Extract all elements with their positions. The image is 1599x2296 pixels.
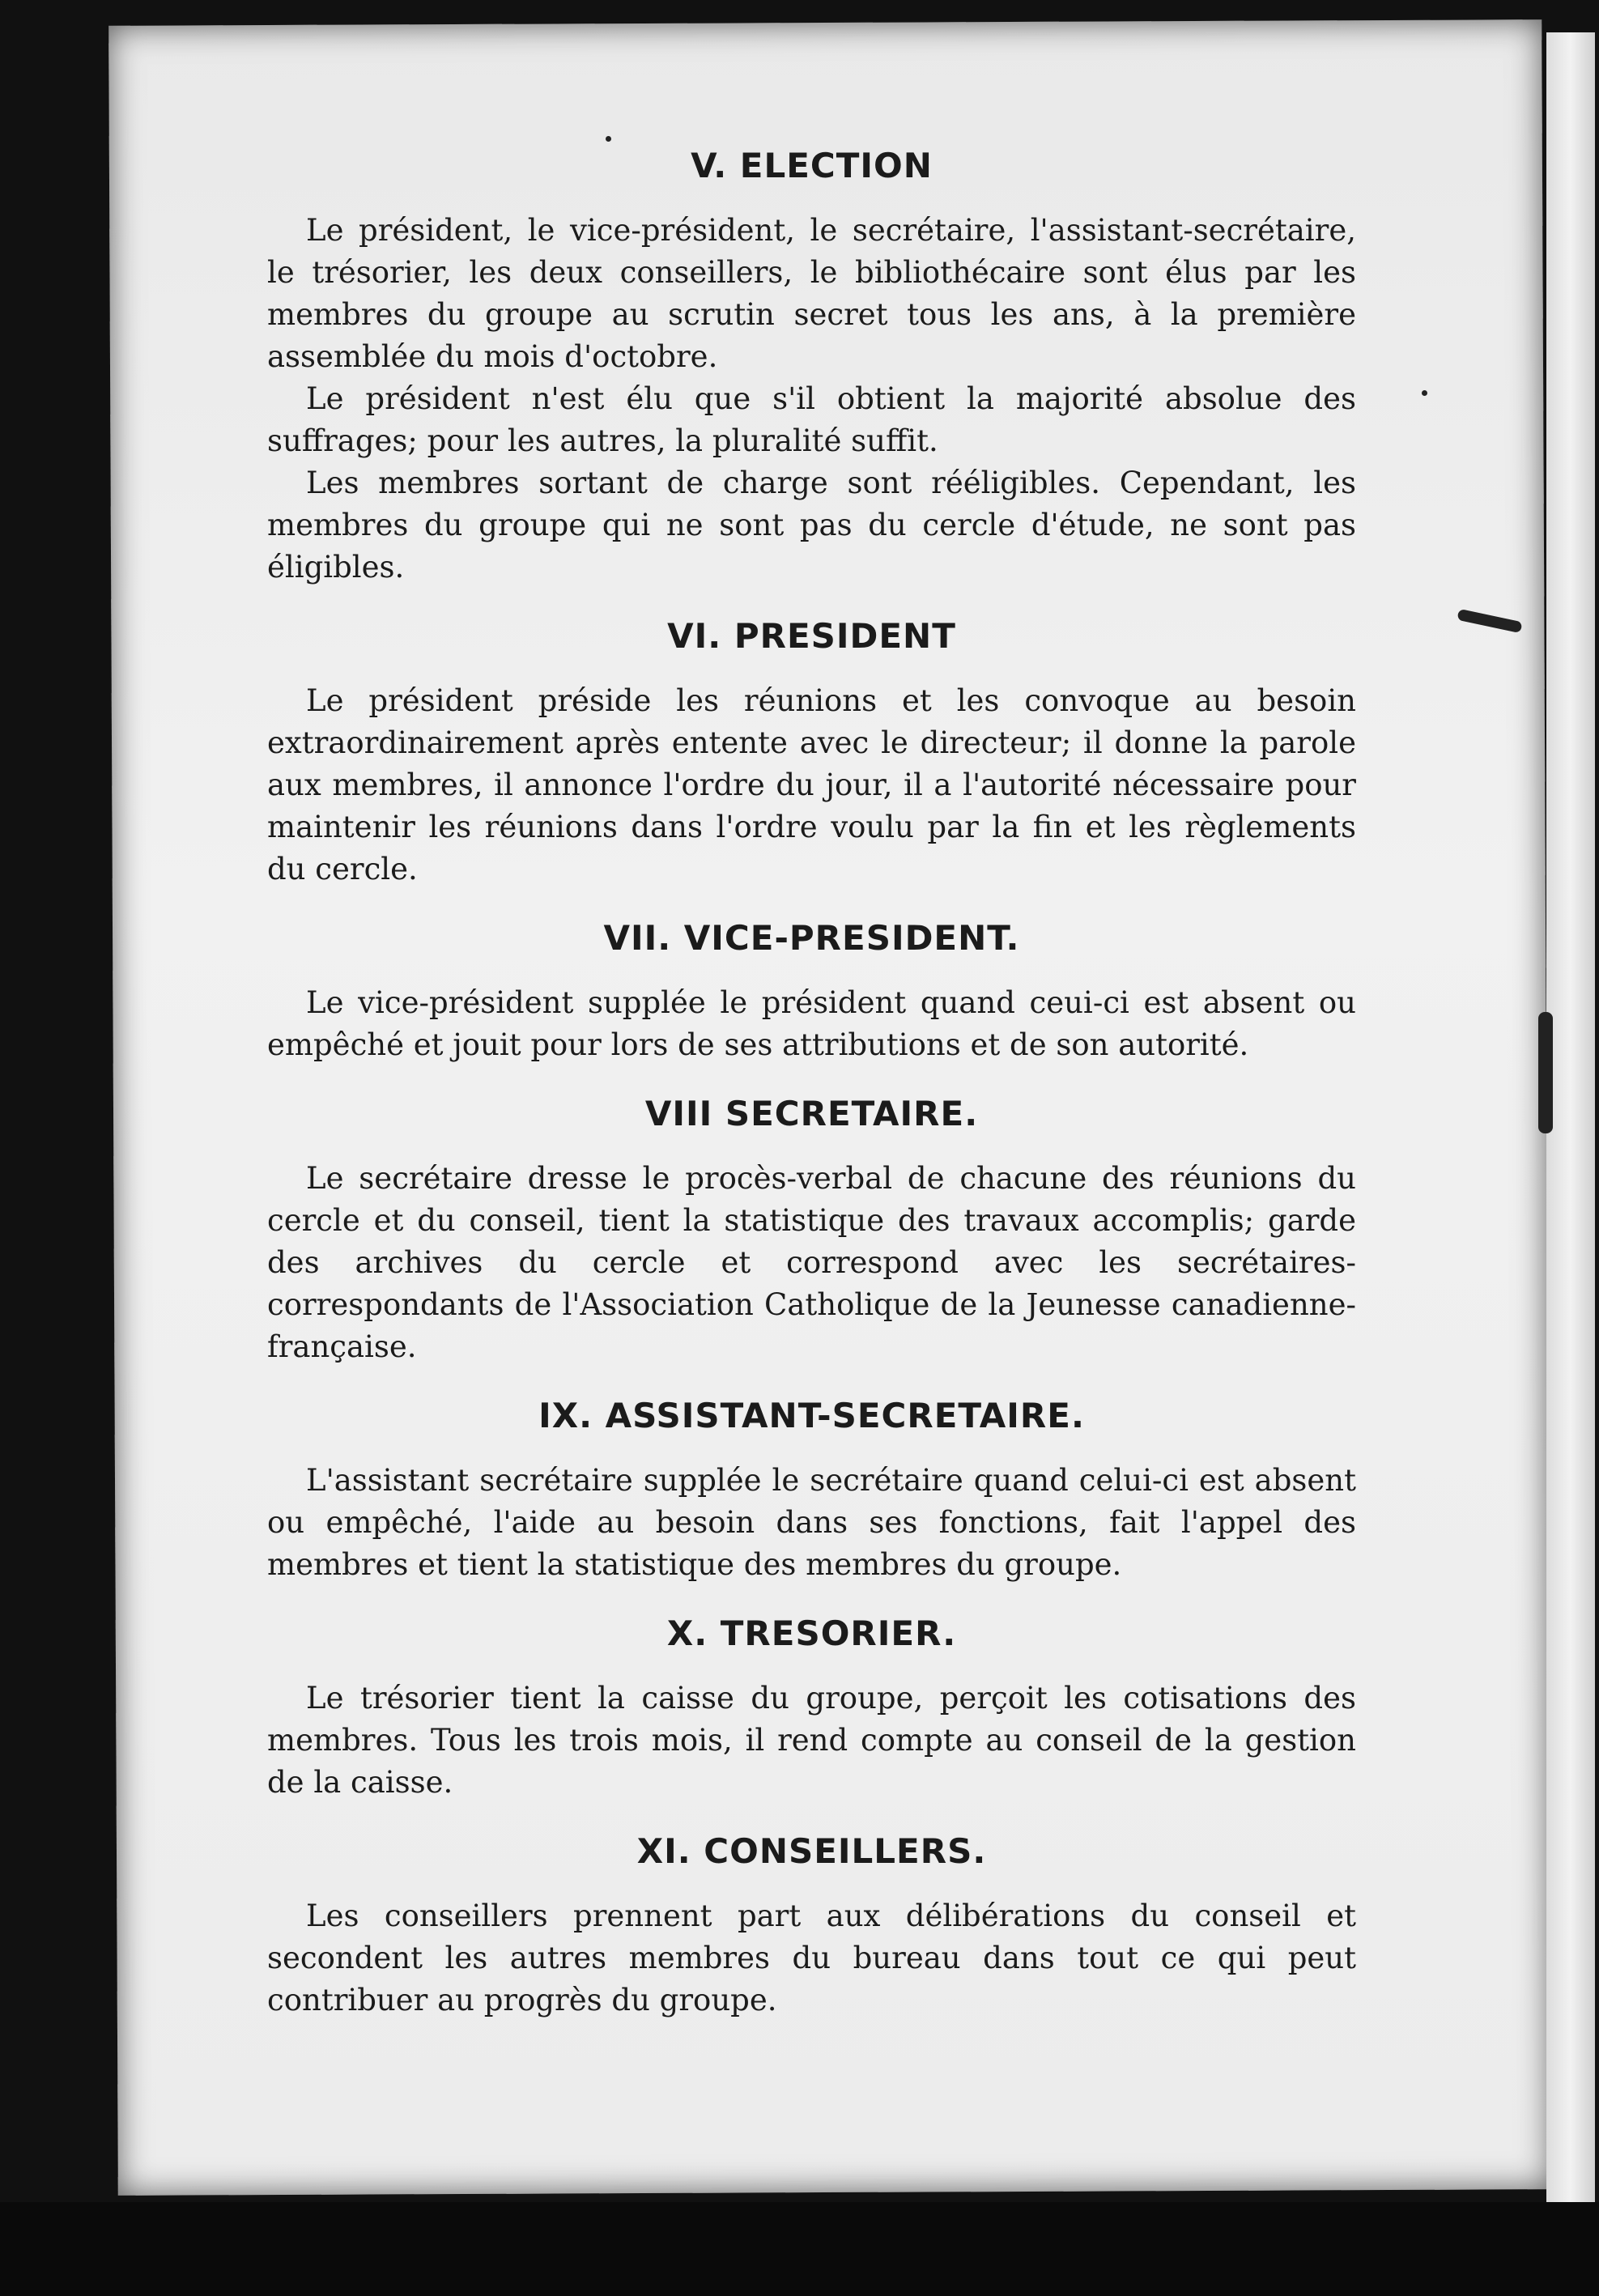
section-title: XI. CONSEILLERS.: [636, 1831, 987, 1871]
section-secretaire: [267, 1094, 1356, 1368]
section-vice-president: [267, 918, 1356, 1066]
section-title: IX. ASSISTANT-SECRETAIRE.: [538, 1396, 1085, 1435]
book-spine-edge: [1546, 32, 1595, 2218]
section-title: X. TRESORIER.: [666, 1614, 957, 1653]
paragraph: Les conseillers prennent part aux délibérations du conseil et secondent les autres membres du bureau dans tout ce qui peut contribuer au progrès du groupe.: [267, 1898, 1356, 2018]
paragraph: Les membres sortant de charge sont rééligibles. Cependant, les membres du groupe qui ne sont pas du cercle d'étude, ne sont pas éligibles.: [267, 466, 1356, 585]
section-title: VI. PRESIDENT: [667, 616, 956, 656]
section-title: VIII SECRETAIRE.: [644, 1094, 979, 1133]
paragraph: Le président n'est élu que s'il obtient la majorité absolue des suffrages; pour les autres, la pluralité suffit.: [267, 381, 1356, 458]
document-body: [267, 146, 1356, 2049]
paragraph: Le président, le vice-président, le secrétaire, l'assistant-secrétaire, le trésorier, les deux conseillers, le bibliothécaire sont élus par les membres du groupe au scrutin secret tous les ans, à la première assemblée du mois d'octobre.: [267, 213, 1356, 374]
section-conseillers: [267, 1831, 1356, 2022]
section-title: V. ELECTION: [691, 146, 933, 185]
paragraph: Le vice-président supplée le président quand ceui-ci est absent ou empêché et jouit pour lors de ses attributions et de son autorité.: [267, 985, 1356, 1062]
paragraph: Le trésorier tient la caisse du groupe, perçoit les cotisations des membres. Tous les trois mois, il rend compte au conseil de la gestion de la caisse.: [267, 1681, 1356, 1800]
scan-border: [0, 2202, 1599, 2296]
section-title: VII. VICE-PRESIDENT.: [603, 918, 1020, 958]
section-election: [267, 146, 1356, 589]
ink-speck: [1422, 390, 1427, 396]
paragraph: Le secrétaire dresse le procès-verbal de chacune des réunions du cercle et du conseil, tient la statistique des travaux accomplis; garde des archives du cercle et correspond avec les secrétaires-correspondants de l'Association Catholique de la Jeunesse canadienne-française.: [267, 1161, 1356, 1364]
section-assistant-secretaire: [267, 1396, 1356, 1586]
section-tresorier: [267, 1614, 1356, 1804]
binding-clip-mark: [1538, 1012, 1553, 1133]
ink-speck: [606, 136, 611, 142]
section-president: [267, 616, 1356, 891]
paragraph: L'assistant secrétaire supplée le secrétaire quand celui-ci est absent ou empêché, l'aide au besoin dans ses fonctions, fait l'appel des membres et tient la statistique des membres du groupe.: [267, 1463, 1356, 1582]
paragraph: Le président préside les réunions et les convoque au besoin extraordinairement après entente avec le directeur; il donne la parole aux membres, il annonce l'ordre du jour, il a l'autorité nécessaire pour maintenir les réunions dans l'ordre voulu par la fin et les règlements du cercle.: [267, 683, 1356, 887]
